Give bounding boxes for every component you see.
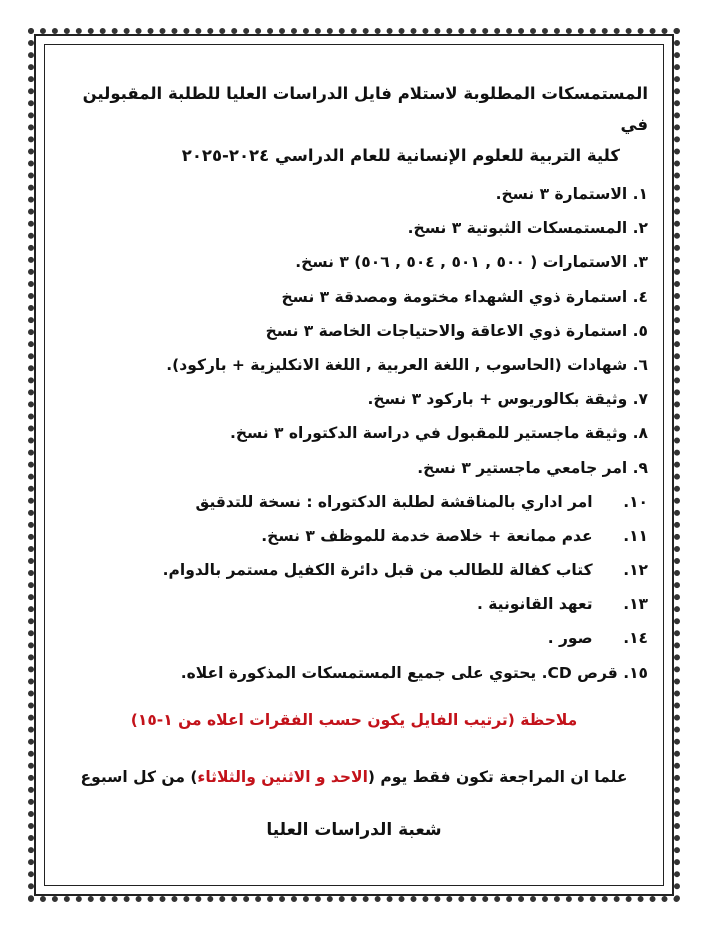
review-days-prefix: علما ان المراجعة تكون فقط يوم ( <box>367 767 628 786</box>
list-item <box>60 485 648 519</box>
item-text: الاستمارات ( ٥٠٠ , ٥٠١ , ٥٠٤ , ٥٠٦) ٣ نسخ. <box>295 253 628 272</box>
item-text: وثيقة بكالوريوس + باركود ٣ نسخ. <box>367 390 628 409</box>
list-item <box>60 280 648 314</box>
note-text: ملاحظة (ترتيب الفايل يكون حسب الفقرات اعلاه من ١-١٥) <box>130 710 578 729</box>
document-title <box>60 78 648 171</box>
signature-department: شعبة الدراسات العليا <box>266 819 442 840</box>
item-number: ٩. <box>632 458 648 477</box>
list-item <box>60 177 648 211</box>
item-text: استمارة ذوي الاعاقة والاحتياجات الخاصة ٣ نسخ <box>265 321 628 340</box>
item-text: الاستمارة ٣ نسخ. <box>495 185 628 203</box>
list-item <box>60 348 648 382</box>
item-number: ١٤. <box>623 629 648 648</box>
list-item <box>60 245 648 279</box>
review-days-highlight: الاحد و الاثنين والثلاثاء <box>197 767 368 786</box>
item-text: تعهد القانونية . <box>476 595 593 614</box>
item-number: ٦. <box>632 355 648 374</box>
item-number: ٤. <box>632 287 648 306</box>
item-text: امر جامعي ماجستير ٣ نسخ. <box>417 458 628 477</box>
title-line-1: المستمسكات المطلوبة لاستلام فايل الدراسات العليا للطلبة المقبولين في <box>82 84 648 134</box>
item-number: ١١. <box>623 526 648 545</box>
list-item <box>60 416 648 450</box>
review-days-suffix: ) من كل اسبوع <box>80 767 198 786</box>
item-text: عدم ممانعة + خلاصة خدمة للموظف ٣ نسخ. <box>261 526 593 545</box>
item-text: استمارة ذوي الشهداء مختومة ومصدقة ٣ نسخ <box>281 287 628 306</box>
item-text: صور . <box>547 629 593 648</box>
document-body <box>60 78 648 846</box>
list-item <box>60 382 648 416</box>
item-number: ١. <box>632 185 648 203</box>
item-number: ٥. <box>632 321 648 340</box>
item-number: ٣. <box>632 253 648 272</box>
list-item <box>60 314 648 348</box>
item-text: امر اداري بالمناقشة لطلبة الدكتوراه : نسخة للتدقيق <box>195 492 593 511</box>
item-number: ٧. <box>632 390 648 409</box>
item-number: ١٥. <box>623 663 648 682</box>
list-item <box>60 553 648 587</box>
title-line-2: كلية التربية للعلوم الإنسانية للعام الدراسي ٢٠٢٤-٢٠٢٥ <box>181 146 620 165</box>
item-number: ١٣. <box>623 595 648 614</box>
list-item <box>60 451 648 485</box>
list-item <box>60 656 648 690</box>
list-item <box>60 211 648 245</box>
item-number: ٨. <box>632 424 648 443</box>
requirements-list <box>60 177 648 690</box>
list-item <box>60 587 648 621</box>
list-item <box>60 519 648 553</box>
item-number: ١٢. <box>623 561 648 580</box>
review-days-text <box>60 762 648 792</box>
item-text: قرص CD. يحتوي على جميع المستمسكات المذكورة اعلاه. <box>180 663 618 682</box>
item-text: كتاب كفالة للطالب من قبل دائرة الكفيل مستمر بالدوام. <box>162 561 593 580</box>
item-number: ١٠. <box>623 492 648 511</box>
item-text: المستمسكات الثبوتية ٣ نسخ. <box>407 219 628 238</box>
list-item <box>60 621 648 655</box>
item-text: وثيقة ماجستير للمقبول في دراسة الدكتوراه ٣ نسخ. <box>229 424 628 443</box>
item-number: ٢. <box>632 219 648 238</box>
item-text: شهادات (الحاسوب , اللغة العربية , اللغة الانكليزية + باركود). <box>166 355 628 374</box>
